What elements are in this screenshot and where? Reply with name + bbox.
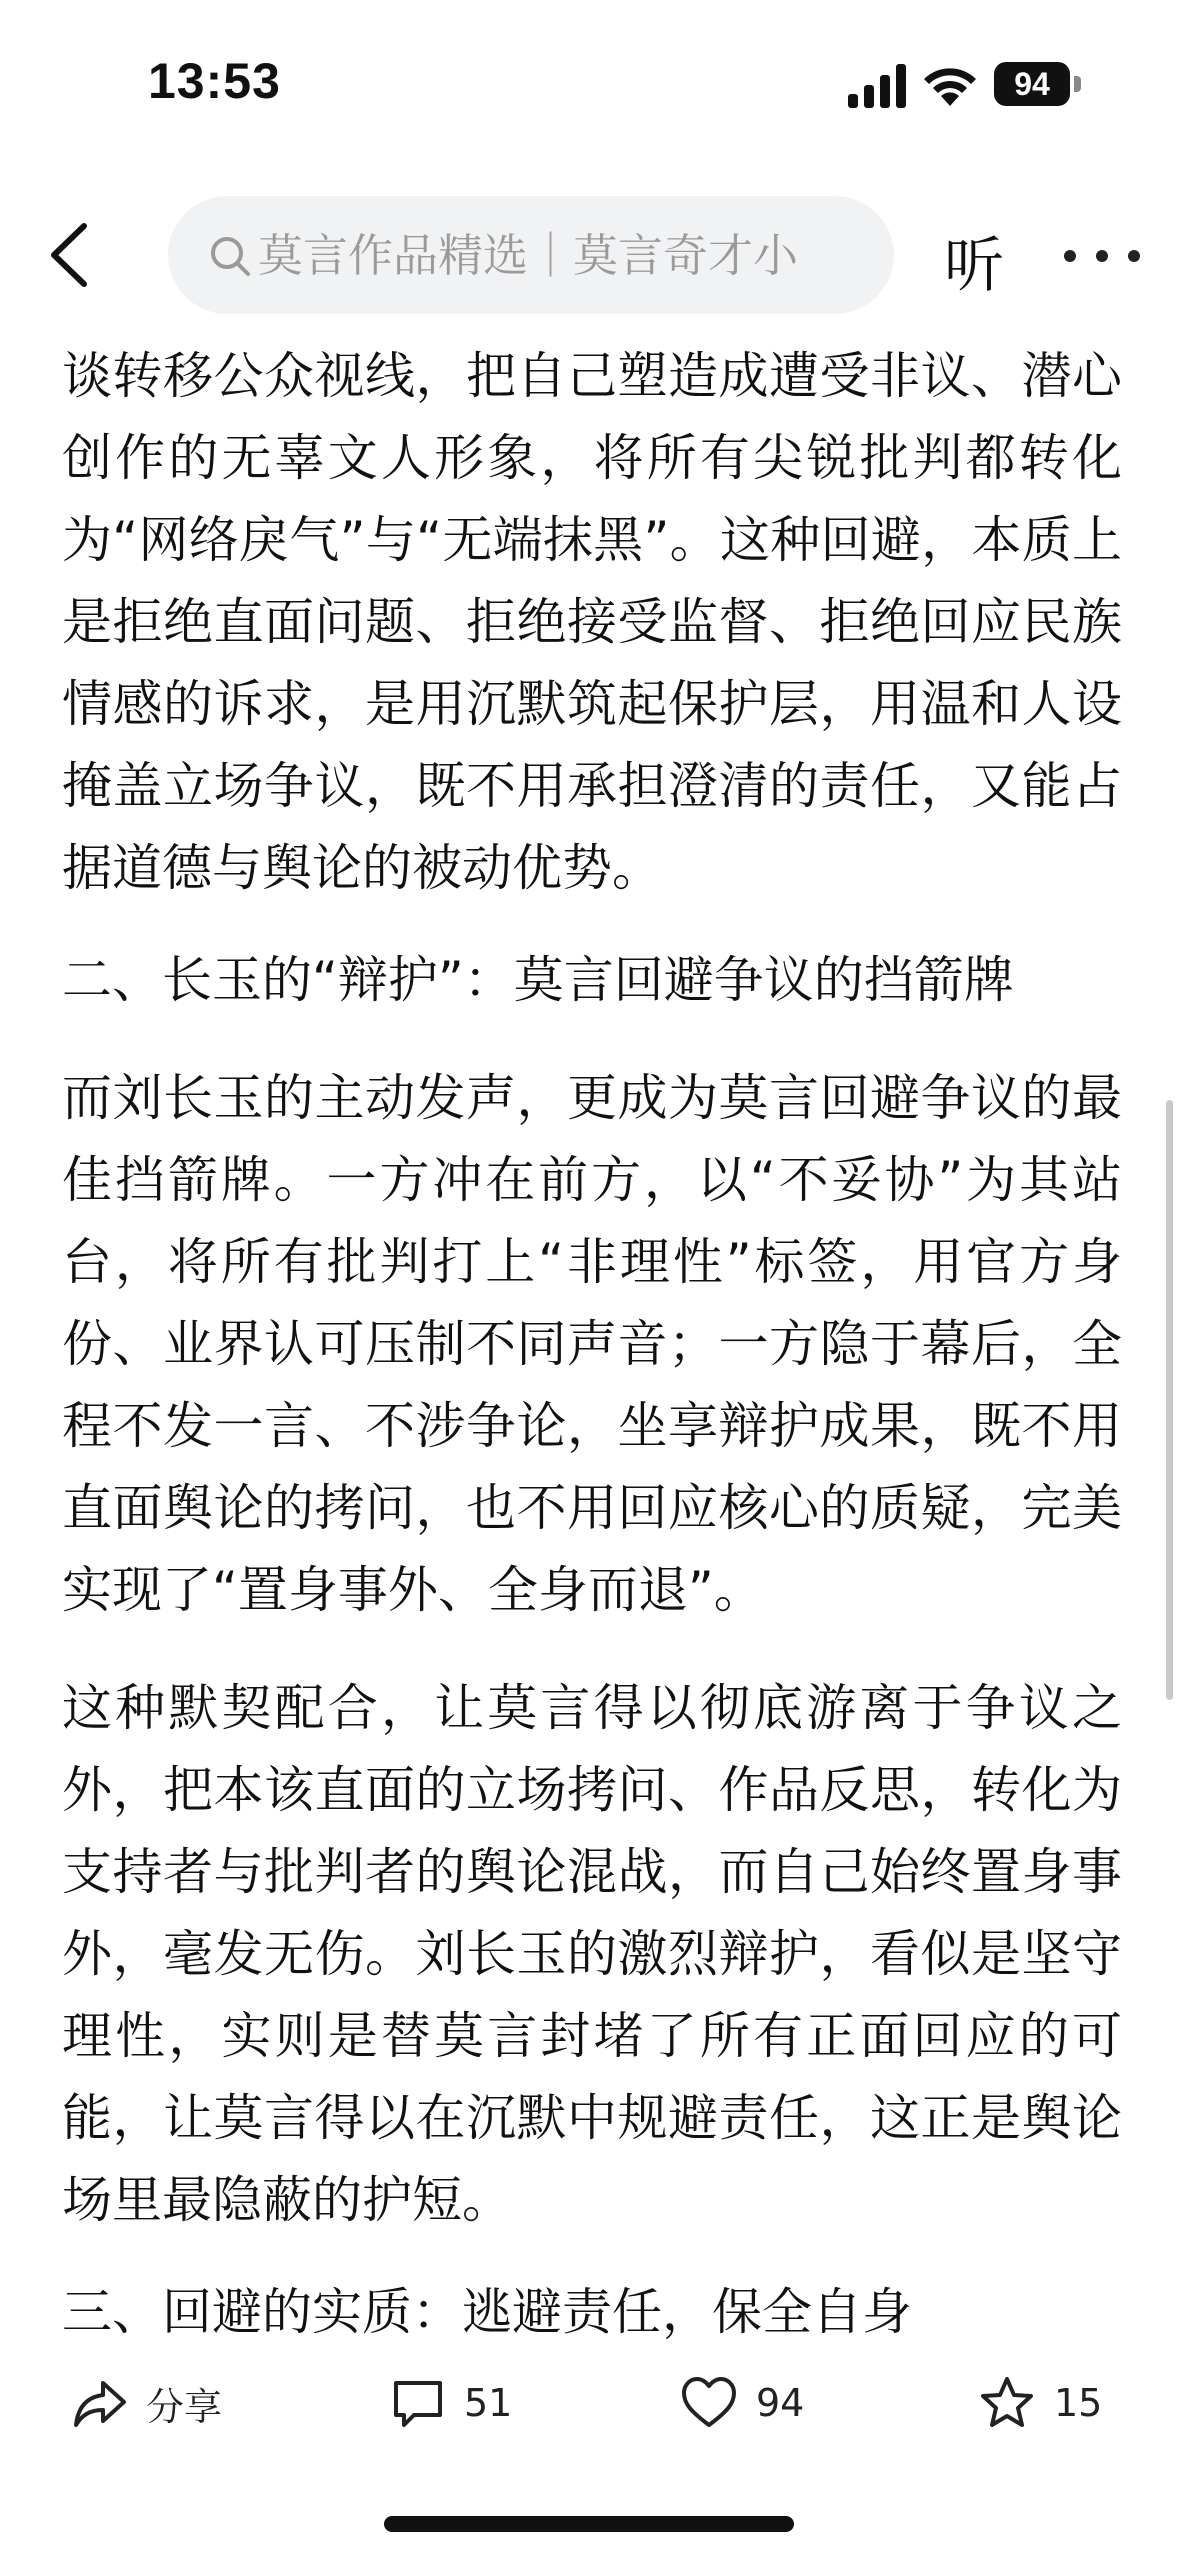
battery-level: 94 (994, 62, 1070, 106)
article-paragraph: 谈转移公众视线，把自己塑造成遭受非议、潜心创作的无辜文人形象，将所有尖锐批判都转化为“网络戾气”与“无端抹黑”。这种回避，本质上是拒绝直面问题、拒绝接受监督、拒绝回应民族情感的诉求，是用沉默筑起保护层，用温和人设掩盖立场争议，既不用承担澄清的责任，又能占据道德与舆论的被动优势。 (62, 347, 1122, 897)
listen-button[interactable]: 听 (944, 231, 1004, 301)
comment-button[interactable] (390, 2368, 512, 2438)
battery-icon (994, 62, 1082, 106)
section-heading: 二、长玉的“辩护”：莫言回避争议的挡箭牌 (62, 951, 1014, 1009)
scrollbar[interactable] (1166, 1100, 1173, 1700)
more-dots-icon[interactable] (1064, 250, 1144, 266)
share-button[interactable] (72, 2368, 222, 2438)
status-bar (0, 0, 1179, 170)
star-icon (978, 2375, 1036, 2431)
article-paragraph: 而刘长玉的主动发声，更成为莫言回避争议的最佳挡箭牌。一方冲在前方，以“不妥协”为其站台，将所有批判打上“非理性”标签，用官方身份、业界认可压制不同声音；一方隐于幕后，全程不发一言、不涉争论，坐享辩护成果，既不用直面舆论的拷问，也不用回应核心的质疑，完美实现了“置身事外、全身而退”。 (62, 1069, 1122, 1619)
home-indicator[interactable] (384, 2516, 794, 2532)
search-input[interactable] (258, 196, 868, 314)
share-icon (72, 2375, 128, 2431)
heart-icon (680, 2375, 738, 2431)
comment-icon (390, 2375, 446, 2431)
like-count: 94 (756, 2381, 805, 2425)
comment-count: 51 (464, 2381, 513, 2425)
wifi-icon (922, 60, 978, 108)
favorite-count: 15 (1054, 2381, 1103, 2425)
top-nav-bar (0, 190, 1179, 320)
share-label: 分享 (146, 2384, 223, 2429)
status-time: 13:53 (148, 53, 281, 109)
search-icon (208, 234, 252, 278)
article-paragraph: 这种默契配合，让莫言得以彻底游离于争议之外，把本该直面的立场拷问、作品反思，转化为支持者与批判者的舆论混战，而自己始终置身事外，毫发无伤。刘长玉的激烈辩护，看似是坚守理性，实则是替莫言封堵了所有正面回应的可能，让莫言得以在沉默中规避责任，这正是舆论场里最隐蔽的护短。 (62, 1679, 1122, 2229)
article-body (62, 335, 1122, 2353)
signal-icon (848, 64, 908, 108)
section-heading: 三、回避的实质：逃避责任，保全自身 (62, 2283, 912, 2341)
favorite-button[interactable] (978, 2368, 1102, 2438)
search-bar[interactable] (168, 196, 894, 314)
chevron-left-icon[interactable] (44, 222, 104, 288)
like-button[interactable] (680, 2368, 804, 2438)
bottom-toolbar (0, 2340, 1179, 2460)
